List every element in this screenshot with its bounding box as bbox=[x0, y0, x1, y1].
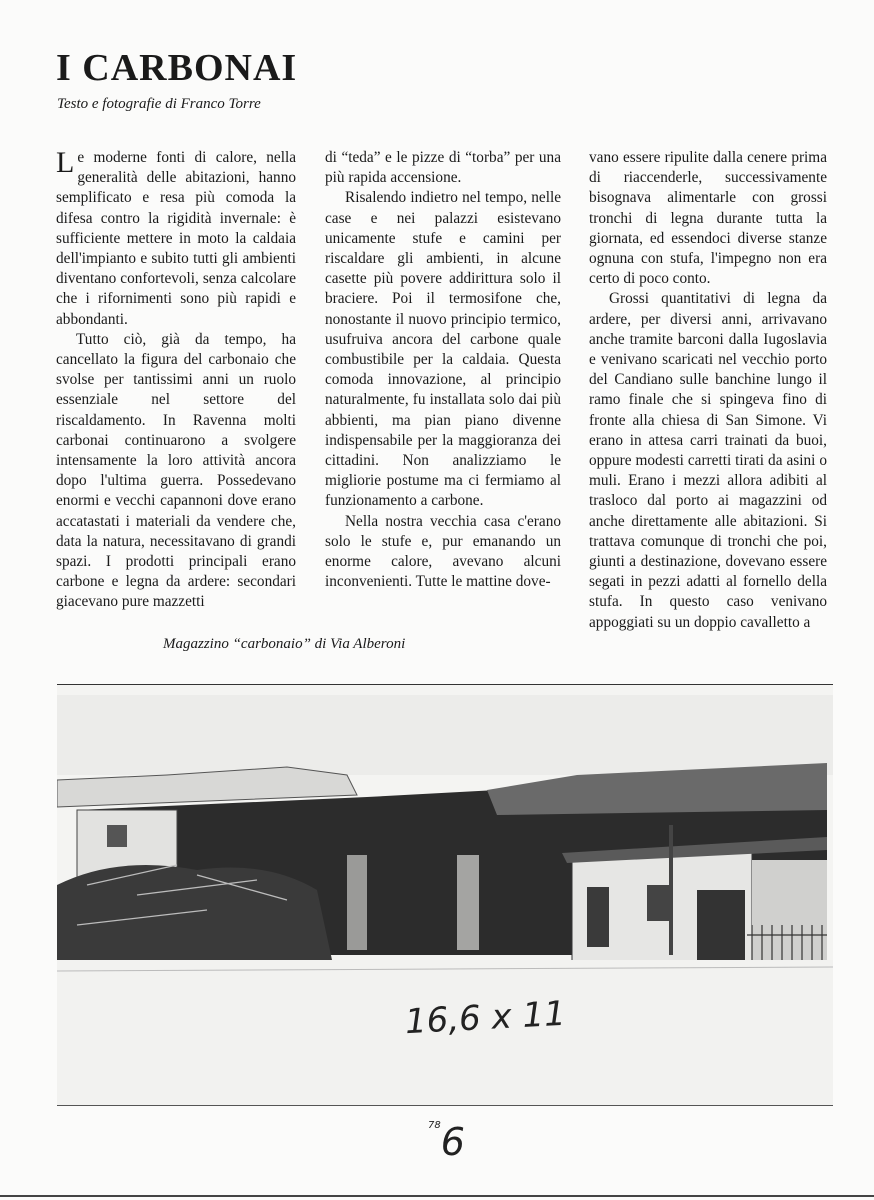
paragraph bbox=[56, 148, 296, 330]
article-title: I CARBONAI bbox=[56, 47, 298, 89]
page-number-small: 78 bbox=[428, 1120, 441, 1131]
drop-cap: L bbox=[56, 146, 75, 179]
paragraph: Nella nostra vecchia casa c'erano solo le stufe e, pur emanando un enorme calore, avevano alcuni inconvenienti. Tutte le mattine dove- bbox=[325, 512, 561, 591]
paragraph-text: e moderne fonti di calore, nella generalità delle abitazioni, hanno semplificato e resa più comoda la difesa contro la rigidità invernale: è sufficiente mettere in moto la caldaia dell'impianto e subito tutti gli ambienti diventano confortevoli, senza calcolare che i rifornimenti sono più rapidi e abbondanti. bbox=[56, 149, 296, 328]
bottom-rule bbox=[0, 1195, 874, 1197]
text-column-1 bbox=[56, 148, 296, 613]
page-number-main: 6 bbox=[440, 1120, 465, 1164]
paragraph: di “teda” e le pizze di “torba” per una più rapida accensione. bbox=[325, 149, 561, 187]
text-column-2 bbox=[325, 148, 561, 592]
paragraph: Tutto ciò, già da tempo, ha cancellato la figura del carbonaio che svolse per tantissimi anni un ruolo essenziale nel settore del riscaldamento. In Ravenna molti carbonai continuarono a svolgere intensamente la loro attività ancora dopo l'ultima guerra. Possedevano enormi e vecchi capannoni dove erano accatastati i materiali da vendere che, data la natura, necessitavano di grandi spazi. I prodotti principali erano carbone e legna da ardere: secondari giacevano pure mazzetti bbox=[56, 330, 296, 611]
page-number bbox=[428, 1120, 465, 1164]
article-byline: Testo e fotografie di Franco Torre bbox=[57, 96, 261, 112]
paragraph: vano essere ripulite dalla cenere prima di riaccenderle, successivamente bisognava alimentarle con grossi tronchi di legna durante tutta la giornata, ed essendoci diverse stanze ognuna con stufa, l'impegno non era certo di poco conto. bbox=[589, 149, 827, 288]
paragraph: Risalendo indietro nel tempo, nelle case e nei palazzi esistevano unicamente stufe e camini per riscaldare gli ambienti, in alcune casette più povere addirittura solo il braciere. Poi il termosifone che, nonostante il nuovo principio termico, usufruiva ancora del carbone quale combustibile per la caldaia. Questa comoda innovazione, al principio naturalmente, fu installata solo dai più abbienti, ma pian piano divenne indispensabile per la maggioranza dei cittadini. Non analizziamo le migliorie postume ma ci fermiamo al funzionamento a carbone. bbox=[325, 189, 561, 510]
photo-caption: Magazzino “carbonaio” di Via Alberoni bbox=[163, 636, 406, 652]
warehouse-photo bbox=[57, 685, 833, 1105]
photo-frame bbox=[57, 684, 833, 1106]
paragraph: Grossi quantitativi di legna da ardere, per diversi anni, arrivavano anche tramite barconi dalla Iugoslavia e venivano scaricati nel vecchio porto del Candiano sulle banchine lungo il ramo finale che si spingeva fino di fronte alla chiesa di San Simone. Vi erano in attesa carri trainati da buoi, oppure modesti carretti tirati da asini o muli. Erano i mezzi allora adibiti al trasloco dal porto ai magazzini od anche direttamente alle abitazioni. Si trattava comunque di tronchi che poi, giunti a destinazione, dovevano essere segati in pezzi adatti al fornello della stufa. In questo caso venivano appoggiati su un doppio cavalletto a bbox=[589, 290, 827, 631]
handwritten-dimension-note: 16,6 x 11 bbox=[404, 993, 567, 1043]
text-column-3 bbox=[589, 148, 827, 633]
